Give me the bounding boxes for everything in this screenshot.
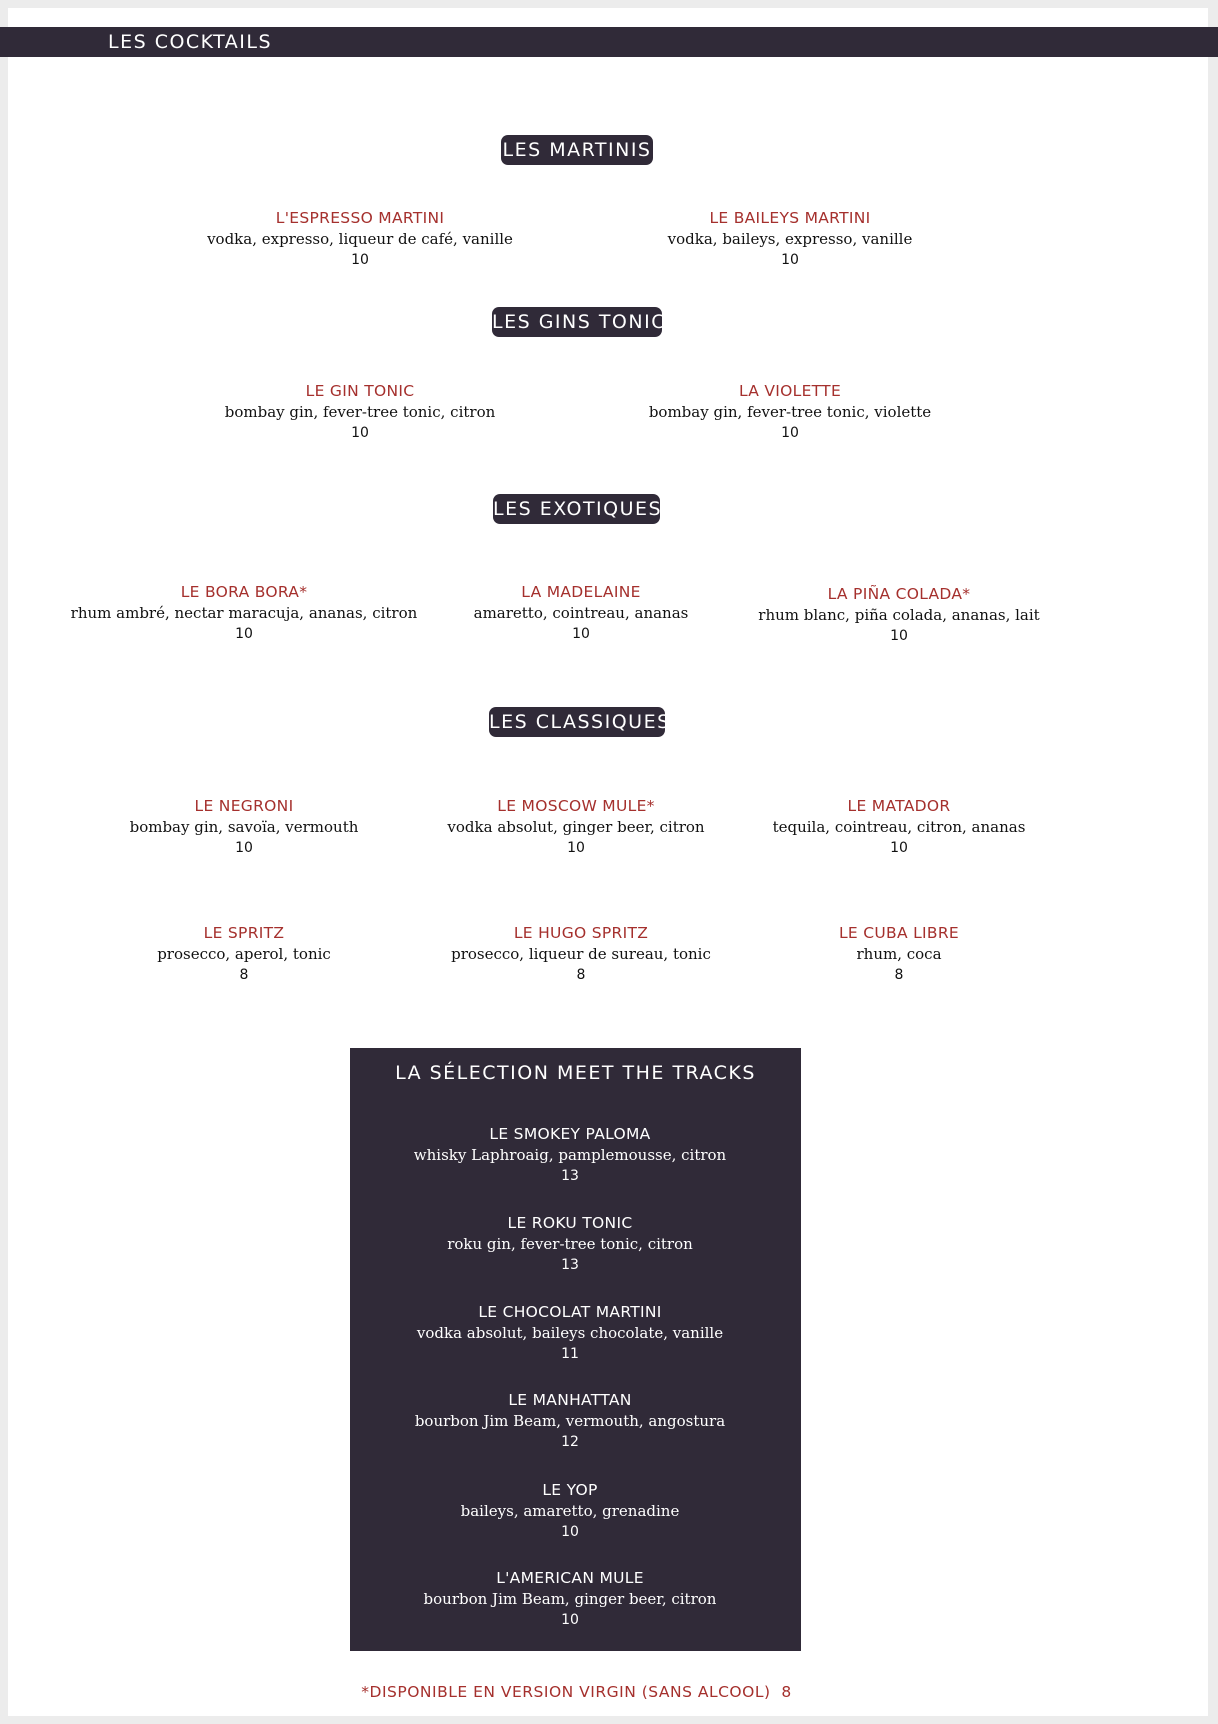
item-price: 10 (561, 1524, 579, 1540)
item-desc: amaretto, cointreau, ananas (473, 604, 689, 622)
selection-item (350, 1124, 790, 1187)
item-price: 10 (351, 252, 369, 268)
item-name: LE GIN TONIC (305, 382, 415, 400)
item-price: 10 (781, 252, 799, 268)
item-desc: bourbon Jim Beam, vermouth, angostura (414, 1412, 726, 1430)
item-name: LE MOSCOW MULE* (497, 797, 655, 815)
item-price: 11 (561, 1346, 579, 1362)
item-name: L'ESPRESSO MARTINI (275, 209, 445, 227)
item-name: LE ROKU TONIC (507, 1214, 633, 1232)
item-price: 12 (561, 1434, 579, 1450)
item-name: LA VIOLETTE (738, 382, 842, 400)
section-title-gins: LES GINS TONIC (492, 307, 662, 337)
item-price: 10 (235, 840, 253, 856)
page-title: LES COCKTAILS (108, 31, 273, 53)
menu-item (580, 208, 1000, 271)
selection-panel (350, 1048, 801, 1651)
item-name: LE YOP (542, 1481, 598, 1499)
item-price: 8 (239, 967, 249, 983)
selection-item (350, 1568, 790, 1631)
selection-title: LA SÉLECTION MEET THE TRACKS (395, 1062, 756, 1084)
section-title-classiques: LES CLASSIQUES (489, 707, 665, 737)
item-name: LE BAILEYS MARTINI (709, 209, 871, 227)
item-name: LA PIÑA COLADA* (827, 585, 971, 603)
item-desc: rhum blanc, piña colada, ananas, lait (758, 606, 1040, 624)
selection-item (350, 1390, 790, 1453)
item-desc: vodka, expresso, liqueur de café, vanille (207, 230, 513, 248)
item-price: 8 (576, 967, 586, 983)
item-name: LE BORA BORA* (180, 583, 308, 601)
menu-item (150, 208, 570, 271)
item-price: 10 (890, 628, 908, 644)
menu-item (580, 381, 1000, 444)
item-name: LE MATADOR (847, 797, 951, 815)
item-desc: baileys, amaretto, grenadine (460, 1502, 680, 1520)
item-name: LE NEGRONI (194, 797, 294, 815)
item-name: LE CUBA LIBRE (839, 924, 959, 942)
item-desc: bombay gin, savoïa, vermouth (129, 818, 359, 836)
item-desc: prosecco, aperol, tonic (157, 945, 331, 963)
item-desc: roku gin, fever-tree tonic, citron (447, 1235, 693, 1253)
item-name: LE SMOKEY PALOMA (489, 1125, 651, 1143)
item-price: 10 (235, 626, 253, 642)
menu-item (689, 584, 1109, 647)
item-price: 10 (351, 425, 369, 441)
item-price: 10 (561, 1612, 579, 1628)
section-title-martinis: LES MARTINIS (501, 135, 653, 165)
item-desc: whisky Laphroaig, pamplemousse, citron (413, 1146, 727, 1164)
item-price: 13 (561, 1168, 579, 1184)
item-desc: vodka, baileys, expresso, vanille (667, 230, 913, 248)
item-price: 10 (572, 626, 590, 642)
menu-item (689, 923, 1109, 986)
item-name: LE HUGO SPRITZ (513, 924, 649, 942)
item-name: L'AMERICAN MULE (496, 1569, 644, 1587)
item-name: LE SPRITZ (203, 924, 285, 942)
item-price: 8 (894, 967, 904, 983)
selection-item (350, 1213, 790, 1276)
item-desc: rhum ambré, nectar maracuja, ananas, citron (70, 604, 418, 622)
item-price: 10 (567, 840, 585, 856)
item-desc: prosecco, liqueur de sureau, tonic (451, 945, 711, 963)
item-desc: vodka absolut, ginger beer, citron (447, 818, 705, 836)
item-name: LA MADELAINE (521, 583, 641, 601)
item-desc: bourbon Jim Beam, ginger beer, citron (423, 1590, 717, 1608)
item-name: LE CHOCOLAT MARTINI (478, 1303, 662, 1321)
section-title-exotiques: LES EXOTIQUES (493, 494, 660, 524)
virgin-note: *DISPONIBLE EN VERSION VIRGIN (SANS ALCOOL) 8 (361, 1683, 792, 1701)
item-desc: tequila, cointreau, citron, ananas (772, 818, 1026, 836)
item-desc: bombay gin, fever-tree tonic, citron (224, 403, 496, 421)
item-desc: bombay gin, fever-tree tonic, violette (648, 403, 932, 421)
menu-item (150, 381, 570, 444)
item-desc: vodka absolut, baileys chocolate, vanille (416, 1324, 724, 1342)
item-desc: rhum, coca (856, 945, 942, 963)
menu-item (689, 796, 1109, 859)
item-price: 13 (561, 1257, 579, 1273)
item-name: LE MANHATTAN (508, 1391, 632, 1409)
item-price: 10 (781, 425, 799, 441)
selection-item (350, 1480, 790, 1543)
header-bar (0, 27, 1218, 57)
selection-item (350, 1302, 790, 1365)
item-price: 10 (890, 840, 908, 856)
